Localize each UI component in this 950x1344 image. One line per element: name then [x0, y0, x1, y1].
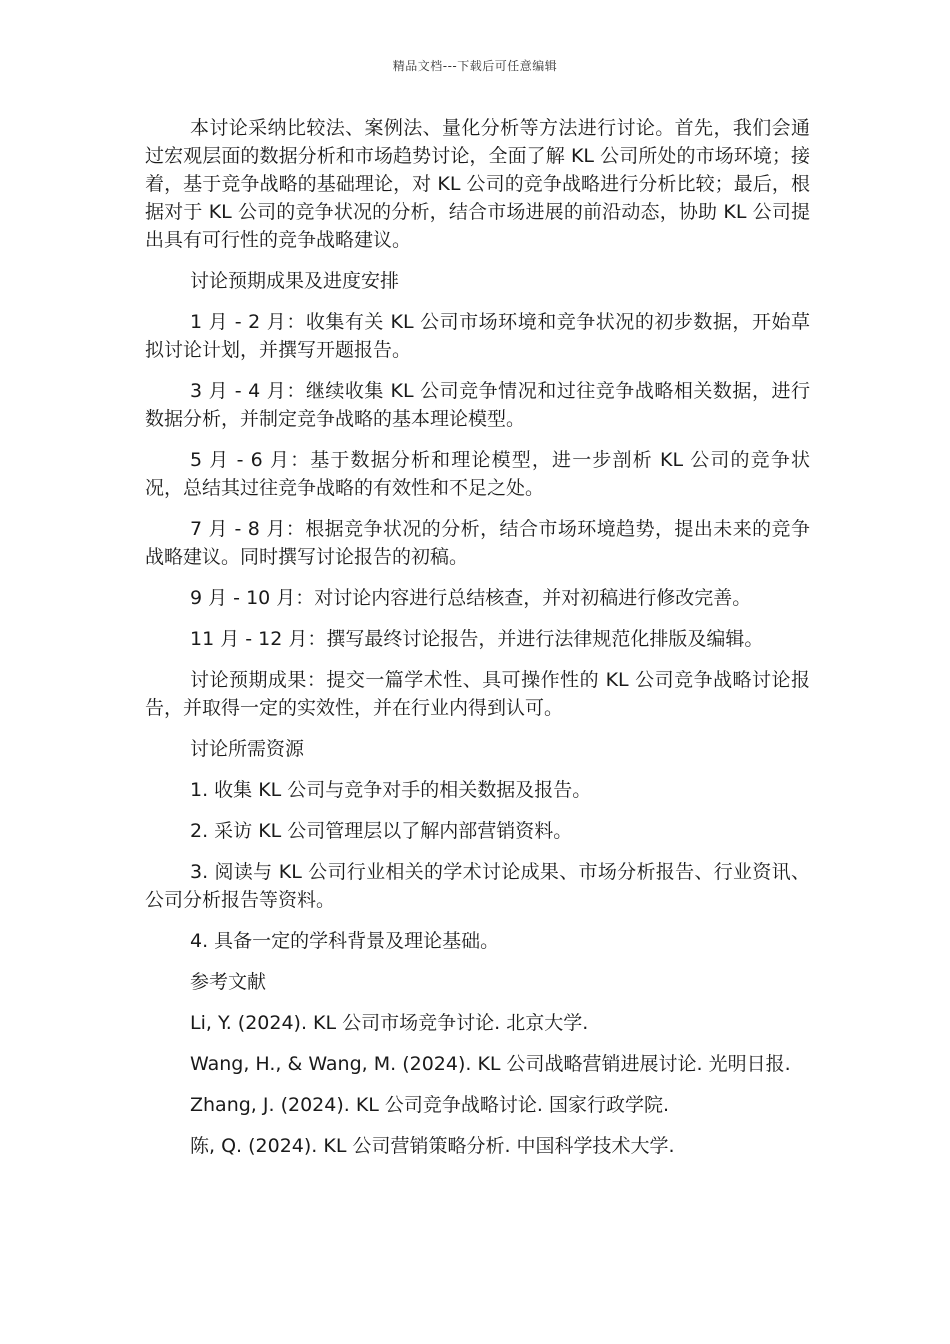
section-heading-schedule: 讨论预期成果及进度安排 [190, 270, 400, 292]
methodology-paragraph: 本讨论采纳比较法、案例法、量化分析等方法进行讨论。首先，我们会通过宏观层面的数据分析和市场趋势讨论，全面了解 KL 公司所处的市场环境；接着，基于竞争战略的基础理论，对 KL 公司的竞争战略进行分析比较；最后，根据对于 KL 公司的竞争状况的分析，结合市场进展的前沿动态，协助 KL 公司提出具有可行性的竞争战略建议。 [145, 117, 810, 251]
section-heading-resources: 讨论所需资源 [190, 738, 305, 760]
schedule-item-may-jun: 5 月 - 6 月：基于数据分析和理论模型，进一步剖析 KL 公司的竞争状况，总结其过往竞争战略的有效性和不足之处。 [145, 449, 810, 499]
section-heading-references: 参考文献 [190, 971, 267, 993]
document-body [145, 114, 810, 1173]
schedule-item-mar-apr: 3 月 - 4 月：继续收集 KL 公司竞争情况和过往竞争战略相关数据，进行数据分析，并制定竞争战略的基本理论模型。 [145, 380, 810, 430]
schedule-item-jan-feb: 1 月 - 2 月：收集有关 KL 公司市场环境和竞争状况的初步数据，开始草拟讨论计划，并撰写开题报告。 [145, 311, 810, 361]
reference-item-3: Zhang, J. (2024). KL 公司竞争战略讨论. 国家行政学院. [190, 1094, 670, 1116]
resource-item-2: 2. 采访 KL 公司管理层以了解内部营销资料。 [190, 820, 573, 842]
expected-outcome-paragraph: 讨论预期成果：提交一篇学术性、具可操作性的 KL 公司竞争战略讨论报告，并取得一定的实效性，并在行业内得到认可。 [145, 669, 810, 719]
page-header: 精品文档---下载后可任意编辑 [392, 59, 558, 73]
resource-item-1: 1. 收集 KL 公司与竞争对手的相关数据及报告。 [190, 779, 592, 801]
schedule-item-nov-dec: 11 月 - 12 月：撰写最终讨论报告，并进行法律规范化排版及编辑。 [190, 628, 764, 650]
reference-item-1: Li, Y. (2024). KL 公司市场竞争讨论. 北京大学. [190, 1012, 589, 1034]
resource-item-4: 4. 具备一定的学科背景及理论基础。 [190, 930, 500, 952]
reference-item-2: Wang, H., & Wang, M. (2024). KL 公司战略营销进展讨论. 光明日报. [190, 1053, 791, 1075]
resource-item-3: 3. 阅读与 KL 公司行业相关的学术讨论成果、市场分析报告、行业资讯、公司分析报告等资料。 [145, 861, 810, 911]
schedule-item-sep-oct: 9 月 - 10 月：对讨论内容进行总结核查，并对初稿进行修改完善。 [190, 587, 752, 609]
reference-item-4: 陈, Q. (2024). KL 公司营销策略分析. 中国科学技术大学. [190, 1135, 675, 1157]
schedule-item-jul-aug: 7 月 - 8 月：根据竞争状况的分析，结合市场环境趋势，提出未来的竞争战略建议。同时撰写讨论报告的初稿。 [145, 518, 810, 568]
